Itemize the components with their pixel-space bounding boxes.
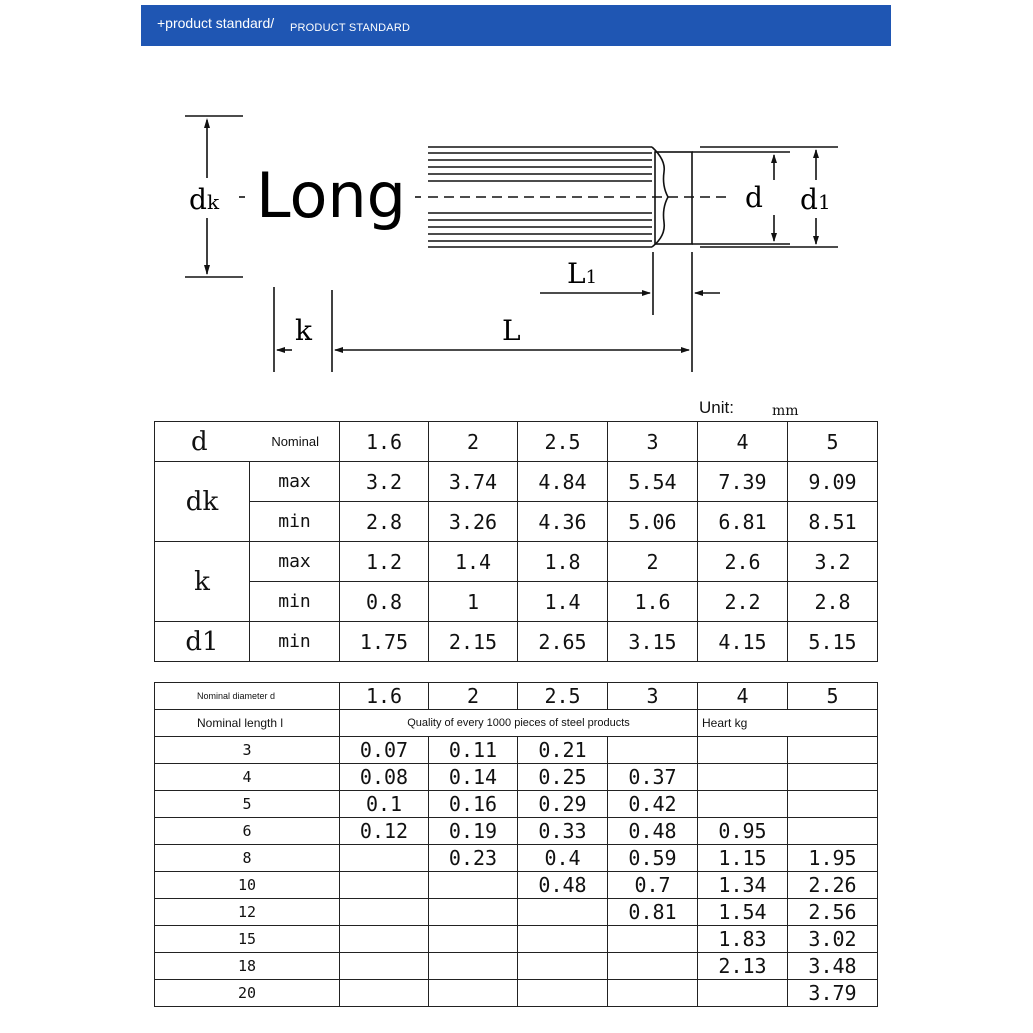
table-cell: 4.84 — [518, 462, 608, 502]
weight-cell — [698, 737, 788, 764]
heart-label: Heart kg — [698, 710, 878, 737]
weight-cell: 0.7 — [608, 872, 698, 899]
length-cell: 6 — [155, 818, 340, 845]
table-row — [155, 764, 878, 791]
weight-cell: 3.79 — [788, 980, 878, 1007]
table-cell: 2.2 — [698, 582, 788, 622]
quality-label: Quality of every 1000 pieces of steel products — [340, 710, 698, 737]
size-header: 5 — [788, 422, 878, 462]
d-label: d — [745, 181, 763, 214]
unit-label: Unit: — [699, 398, 734, 417]
table-row — [155, 980, 878, 1007]
table-cell: 1.2 — [340, 542, 429, 582]
row-sub-label: min — [250, 582, 340, 622]
table-cell: 2.15 — [429, 622, 518, 662]
table-cell: 1.6 — [608, 582, 698, 622]
weight-cell — [340, 980, 429, 1007]
weight-cell: 0.33 — [518, 818, 608, 845]
row-sub-label: max — [250, 542, 340, 582]
diameter-label: Nominal diameter d — [155, 683, 340, 710]
length-cell: 12 — [155, 899, 340, 926]
weight-cell: 0.42 — [608, 791, 698, 818]
weight-cell — [788, 818, 878, 845]
weight-cell — [698, 980, 788, 1007]
weight-cell — [340, 845, 429, 872]
length-cell: 20 — [155, 980, 340, 1007]
length-cell: 3 — [155, 737, 340, 764]
weight-cell: 2.13 — [698, 953, 788, 980]
row-sub-label: min — [250, 502, 340, 542]
table-row — [155, 791, 878, 818]
table-cell: 3.15 — [608, 622, 698, 662]
weight-cell — [608, 953, 698, 980]
weight-cell: 0.48 — [518, 872, 608, 899]
rivet-dimension-drawing — [0, 0, 1033, 400]
size-header: 1.6 — [340, 422, 429, 462]
banner-subtitle: PRODUCT STANDARD — [290, 22, 411, 34]
length-cell: 10 — [155, 872, 340, 899]
weight-cell: 3.48 — [788, 953, 878, 980]
weight-cell: 0.08 — [340, 764, 429, 791]
weight-cell: 0.21 — [518, 737, 608, 764]
length-cell: 4 — [155, 764, 340, 791]
weight-cell: 0.11 — [429, 737, 518, 764]
symbol-d1: d1 — [155, 622, 250, 662]
table-cell: 2.6 — [698, 542, 788, 582]
weight-cell: 0.07 — [340, 737, 429, 764]
weight-cell — [429, 899, 518, 926]
weight-cell: 0.29 — [518, 791, 608, 818]
dk-label: dk — [189, 183, 220, 216]
table-cell: 0.8 — [340, 582, 429, 622]
table-row — [155, 542, 878, 582]
table-cell: 5.15 — [788, 622, 878, 662]
table-cell: 3.2 — [340, 462, 429, 502]
table-row — [155, 622, 878, 662]
length-cell: 8 — [155, 845, 340, 872]
weight-cell: 0.48 — [608, 818, 698, 845]
weight-cell — [429, 980, 518, 1007]
weight-cell — [518, 926, 608, 953]
overlay-text: Long — [256, 159, 407, 232]
weight-cell: 0.19 — [429, 818, 518, 845]
size-header: 1.6 — [340, 683, 429, 710]
weight-cell: 1.83 — [698, 926, 788, 953]
weight-cell — [788, 737, 878, 764]
table-row — [155, 926, 878, 953]
banner-title: +product standard/ — [157, 15, 275, 31]
weight-cell: 0.59 — [608, 845, 698, 872]
nominal-label: Nominal — [250, 422, 340, 462]
table-cell: 3.74 — [429, 462, 518, 502]
table-cell: 1.4 — [429, 542, 518, 582]
weight-cell: 2.56 — [788, 899, 878, 926]
weight-table — [154, 682, 878, 1007]
table-row — [155, 683, 878, 710]
length-label: L — [502, 314, 521, 347]
size-header: 3 — [608, 422, 698, 462]
weight-cell — [788, 764, 878, 791]
size-header: 4 — [698, 422, 788, 462]
table-cell: 8.51 — [788, 502, 878, 542]
table-cell: 4.36 — [518, 502, 608, 542]
k-label: k — [295, 314, 312, 347]
weight-cell: 0.16 — [429, 791, 518, 818]
d1-label: d1 — [800, 183, 831, 216]
weight-cell — [518, 980, 608, 1007]
table-cell: 4.15 — [698, 622, 788, 662]
weight-cell: 0.25 — [518, 764, 608, 791]
weight-cell: 0.37 — [608, 764, 698, 791]
table-cell: 2.8 — [340, 502, 429, 542]
table-row — [155, 462, 878, 502]
weight-cell — [340, 872, 429, 899]
length-cell: 15 — [155, 926, 340, 953]
weight-cell: 1.15 — [698, 845, 788, 872]
table-row — [155, 845, 878, 872]
symbol-dk: dk — [155, 462, 250, 542]
table-cell: 1 — [429, 582, 518, 622]
weight-cell: 0.81 — [608, 899, 698, 926]
table-row — [155, 872, 878, 899]
size-header: 2.5 — [518, 422, 608, 462]
weight-cell — [429, 953, 518, 980]
table-row — [155, 899, 878, 926]
table-cell: 3.2 — [788, 542, 878, 582]
table-row — [155, 818, 878, 845]
weight-cell — [608, 737, 698, 764]
weight-cell — [340, 899, 429, 926]
weight-cell: 0.95 — [698, 818, 788, 845]
table-cell: 1.4 — [518, 582, 608, 622]
weight-cell — [698, 791, 788, 818]
weight-cell — [518, 953, 608, 980]
size-header: 5 — [788, 683, 878, 710]
table-cell: 2.8 — [788, 582, 878, 622]
weight-cell — [340, 926, 429, 953]
size-header: 2 — [429, 422, 518, 462]
weight-cell: 1.34 — [698, 872, 788, 899]
weight-cell — [518, 899, 608, 926]
unit-value: mm — [772, 403, 799, 419]
table-row — [155, 502, 878, 542]
table-cell: 9.09 — [788, 462, 878, 502]
weight-cell — [429, 872, 518, 899]
row-sub-label: min — [250, 622, 340, 662]
table-row — [155, 710, 878, 737]
size-header: 3 — [608, 683, 698, 710]
table-row — [155, 422, 878, 462]
weight-cell: 1.54 — [698, 899, 788, 926]
symbol-k: k — [155, 542, 250, 622]
weight-cell: 0.1 — [340, 791, 429, 818]
table-cell: 6.81 — [698, 502, 788, 542]
weight-cell: 0.12 — [340, 818, 429, 845]
weight-cell: 0.23 — [429, 845, 518, 872]
weight-cell — [340, 953, 429, 980]
row-sub-label: max — [250, 462, 340, 502]
weight-cell: 0.14 — [429, 764, 518, 791]
table-cell: 1.8 — [518, 542, 608, 582]
size-header: 2.5 — [518, 683, 608, 710]
spec-table — [154, 421, 878, 662]
table-row — [155, 953, 878, 980]
weight-cell: 3.02 — [788, 926, 878, 953]
weight-cell — [788, 791, 878, 818]
weight-cell — [608, 926, 698, 953]
l1-label: L1 — [567, 257, 598, 290]
symbol-d: d — [155, 422, 250, 462]
weight-cell: 0.4 — [518, 845, 608, 872]
table-cell: 7.39 — [698, 462, 788, 502]
table-cell: 5.06 — [608, 502, 698, 542]
weight-cell: 2.26 — [788, 872, 878, 899]
weight-cell: 1.95 — [788, 845, 878, 872]
table-cell: 2 — [608, 542, 698, 582]
table-cell: 1.75 — [340, 622, 429, 662]
table-cell: 5.54 — [608, 462, 698, 502]
weight-cell — [698, 764, 788, 791]
weight-cell — [608, 980, 698, 1007]
length-label: Nominal length l — [155, 710, 340, 737]
size-header: 2 — [429, 683, 518, 710]
length-cell: 18 — [155, 953, 340, 980]
table-cell: 3.26 — [429, 502, 518, 542]
weight-cell — [429, 926, 518, 953]
table-row — [155, 582, 878, 622]
table-cell: 2.65 — [518, 622, 608, 662]
length-cell: 5 — [155, 791, 340, 818]
size-header: 4 — [698, 683, 788, 710]
table-row — [155, 737, 878, 764]
